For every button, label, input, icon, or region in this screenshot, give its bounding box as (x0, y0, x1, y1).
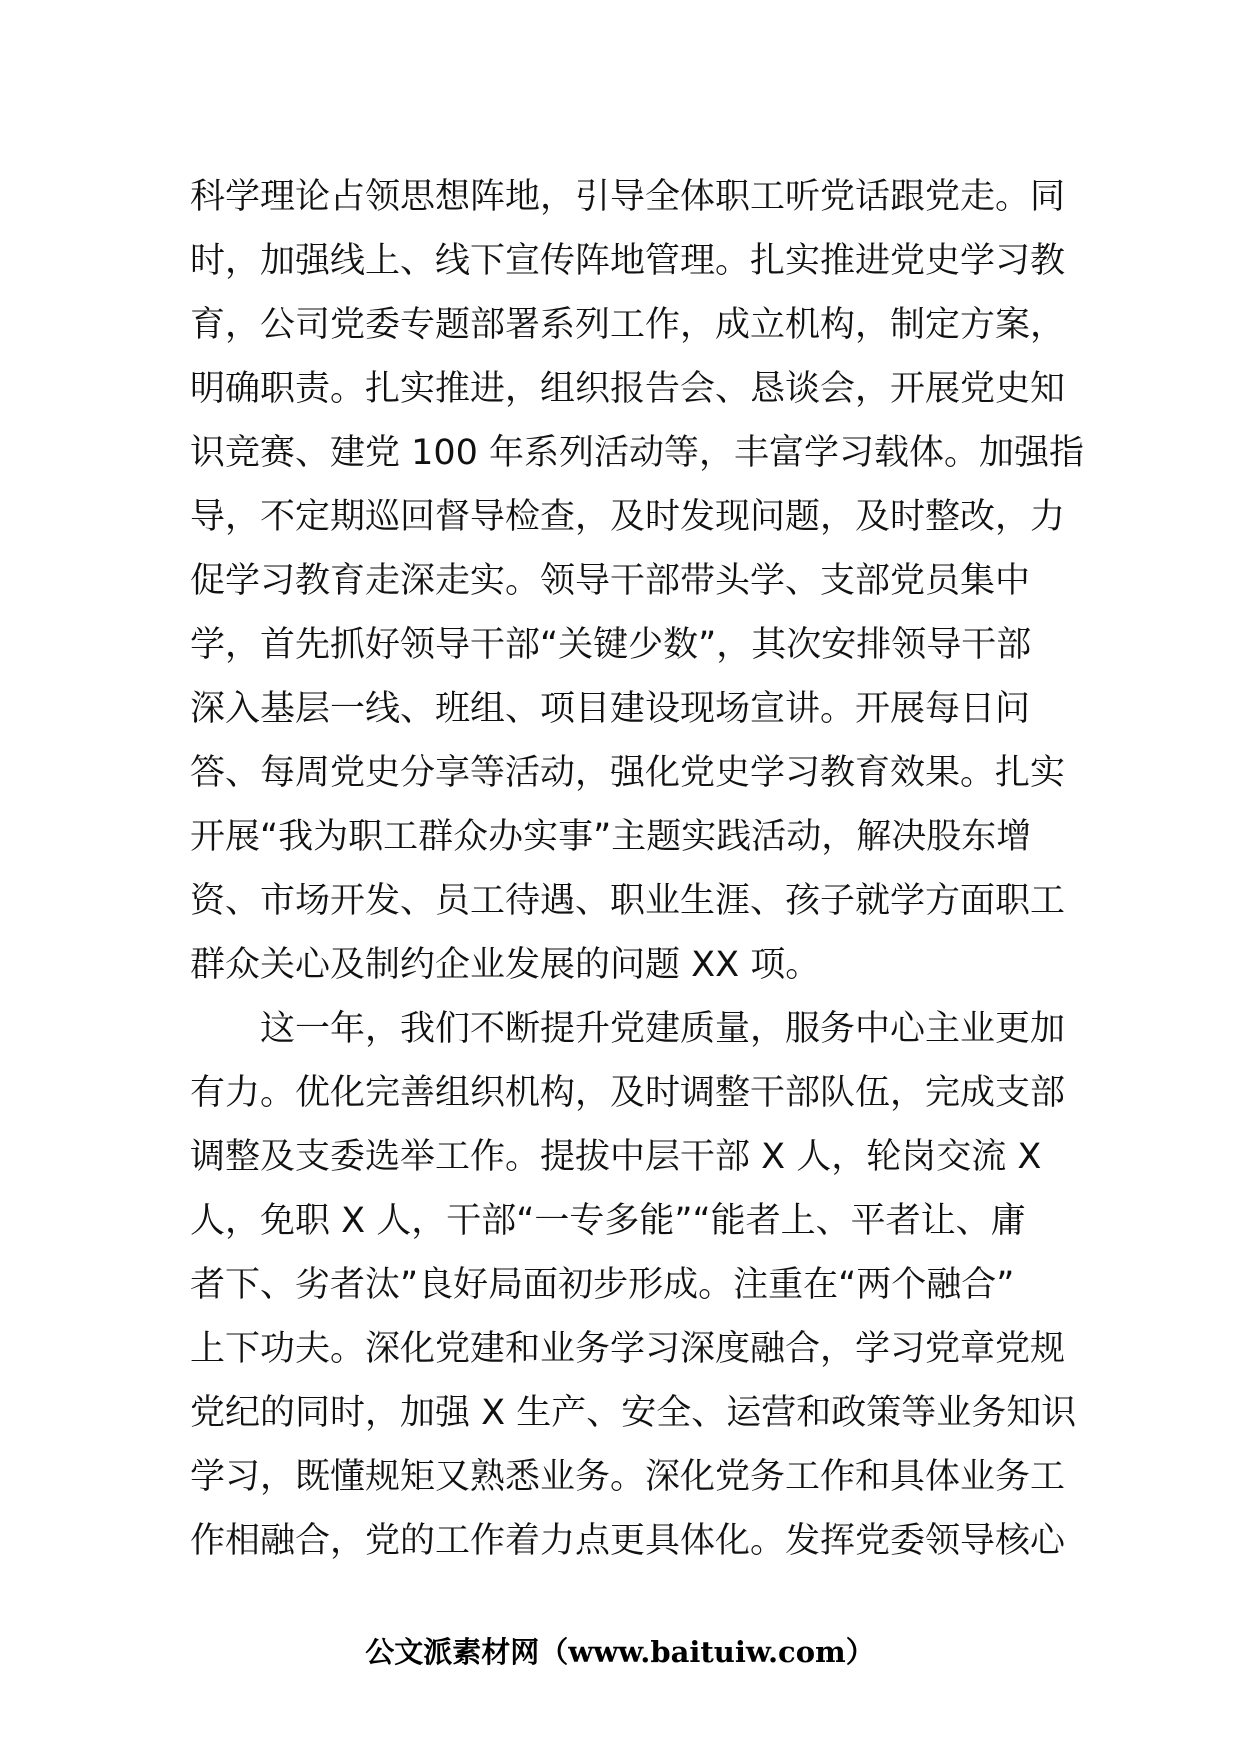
text-line: 科学理论占领思想阵地，引导全体职工听党话跟党走。同 (190, 177, 1066, 217)
text-line: 作相融合，党的工作着力点更具体化。发挥党委领导核心 (190, 1521, 1066, 1561)
text-line: 者下、劣者汰”良好局面初步形成。注重在“两个融合” (190, 1265, 1015, 1305)
text-line: 时，加强线上、线下宣传阵地管理。扎实推进党史学习教 (190, 241, 1066, 281)
text-line: 答、每周党史分享等活动，强化党史学习教育效果。扎实 (190, 753, 1066, 793)
text-line: 学习，既懂规矩又熟悉业务。深化党务工作和具体业务工 (190, 1457, 1066, 1497)
text-line: 明确职责。扎实推进，组织报告会、恳谈会，开展党史知 (190, 369, 1066, 409)
text-line: 学，首先抓好领导干部“关键少数”，其次安排领导干部 (190, 625, 1032, 665)
text-line: 有力。优化完善组织机构，及时调整干部队伍，完成支部 (190, 1073, 1066, 1113)
text-line: 导，不定期巡回督导检查，及时发现问题，及时整改，力 (190, 497, 1066, 537)
text-line: 育，公司党委专题部署系列工作，成立机构，制定方案， (190, 305, 1066, 345)
text-line: 人，免职 X 人，干部“一专多能”“能者上、平者让、庸 (190, 1201, 1026, 1241)
text-line: 资、市场开发、员工待遇、职业生涯、孩子就学方面职工 (190, 881, 1066, 921)
text-line: 调整及支委选举工作。提拔中层干部 X 人，轮岗交流 X (190, 1137, 1042, 1177)
text-line: 群众关心及制约企业发展的问题 XX 项。 (190, 945, 821, 985)
text-line: 这一年，我们不断提升党建质量，服务中心主业更加 (190, 1009, 1066, 1049)
body-text (190, 165, 1085, 1573)
text-line: 识竞赛、建党 100 年系列活动等，丰富学习载体。加强指 (190, 433, 1085, 473)
text-line: 促学习教育走深走实。领导干部带头学、支部党员集中 (190, 561, 1031, 601)
text-line: 上下功夫。深化党建和业务学习深度融合，学习党章党规 (190, 1329, 1066, 1369)
text-line: 党纪的同时，加强 X 生产、安全、运营和政策等业务知识 (190, 1393, 1077, 1433)
footer-watermark: 公文派素材网（www.baituiw.com） (365, 1635, 875, 1669)
text-line: 开展“我为职工群众办实事”主题实践活动，解决股东增 (190, 817, 1032, 857)
text-line: 深入基层一线、班组、项目建设现场宣讲。开展每日问 (190, 689, 1031, 729)
